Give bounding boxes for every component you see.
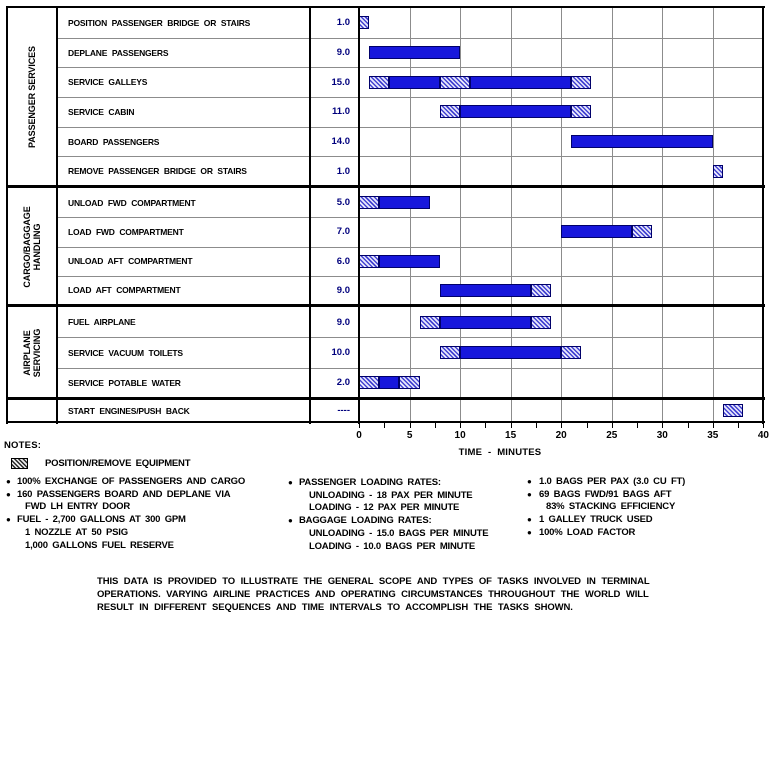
category-label-line: AIRPLANE: [22, 329, 32, 376]
gantt-bar-segment-hatch: [632, 225, 652, 238]
gridline-vertical: [511, 7, 512, 423]
row-separator: [57, 97, 763, 98]
gridline-vertical: [410, 7, 411, 423]
task-duration: 9.0: [336, 284, 350, 296]
bullet-icon: ●: [527, 477, 532, 486]
gantt-bar-segment-solid: [379, 255, 440, 268]
category-cell: [9, 307, 55, 398]
note-line: 83% STACKING EFFICIENCY: [546, 501, 676, 513]
task-label: BOARD PASSENGERS: [68, 136, 160, 147]
table-border-horizontal: [6, 397, 765, 400]
gantt-bar-segment-hatch: [571, 105, 591, 118]
axis-tick-label: 15: [505, 430, 517, 441]
disclaimer-line: RESULT IN DIFFERENT SEQUENCES AND TIME INTERVALS TO ACCOMPLISH THE TASKS SHOWN.: [97, 602, 573, 614]
axis-tick: [359, 423, 360, 428]
axis-tick-label: 20: [555, 430, 567, 441]
axis-tick-label: 40: [757, 430, 769, 441]
row-separator: [57, 156, 763, 157]
axis-tick: [410, 423, 411, 428]
gantt-bar-segment-hatch: [369, 76, 389, 89]
axis-tick: [460, 423, 461, 428]
task-label: SERVICE POTABLE WATER: [68, 377, 181, 388]
axis-tick: [485, 423, 486, 428]
task-duration: 1.0: [336, 17, 350, 29]
bullet-icon: ●: [527, 515, 532, 525]
note-line: 1,000 GALLONS FUEL RESERVE: [25, 539, 174, 551]
gantt-bar-segment-solid: [460, 346, 561, 359]
note-line: LOADING - 12 PAX PER MINUTE: [309, 502, 460, 514]
task-label: REMOVE PASSENGER BRIDGE OR STAIRS: [68, 166, 247, 177]
disclaimer-line: THIS DATA IS PROVIDED TO ILLUSTRATE THE GENERAL SCOPE AND TYPES OF TASKS INVOLVED IN TERMINAL: [97, 576, 650, 587]
category-label-line: SERVICING: [32, 328, 42, 377]
task-label: LOAD FWD COMPARTMENT: [68, 226, 184, 237]
gantt-bar-segment-hatch: [359, 196, 379, 209]
axis-tick: [713, 423, 714, 428]
task-label: LOAD AFT COMPARTMENT: [68, 285, 181, 296]
task-label: SERVICE CABIN: [68, 106, 135, 117]
category-label: [22, 328, 42, 376]
axis-tick: [763, 423, 764, 428]
row-separator: [57, 38, 763, 39]
task-label: START ENGINES/PUSH BACK: [68, 405, 190, 416]
row-separator: [57, 368, 763, 369]
row-separator: [57, 276, 763, 277]
note-line: BAGGAGE LOADING RATES:: [299, 515, 432, 527]
task-duration: 1.0: [336, 165, 350, 177]
gantt-bar-segment-solid: [561, 225, 632, 238]
bullet-icon: ●: [288, 516, 293, 526]
category-label-line: PASSENGER SERVICES: [27, 46, 37, 148]
table-border-vertical: [56, 6, 58, 424]
note-line: UNLOADING - 18 PAX PER MINUTE: [309, 489, 473, 501]
axis-tick-label: 30: [656, 430, 668, 441]
axis-title: TIME - MINUTES: [458, 447, 542, 458]
axis-tick-label: 5: [406, 430, 413, 441]
table-border-horizontal: [6, 185, 765, 188]
note-line: 160 PASSENGERS BOARD AND DEPLANE VIA: [17, 488, 231, 500]
disclaimer-line: OPERATIONS. VARYING AIRLINE PRACTICES AND OPERATING CIRCUMSTANCES THROUGHOUT THE WORLD WILL: [97, 589, 649, 601]
axis-tick: [561, 423, 562, 428]
note-line: UNLOADING - 15.0 BAGS PER MINUTE: [309, 527, 489, 539]
axis-tick: [435, 423, 436, 428]
gantt-bar-segment-hatch: [420, 316, 440, 329]
table-border-horizontal: [6, 421, 765, 423]
row-separator: [57, 247, 763, 248]
row-separator: [57, 337, 763, 338]
task-duration: 6.0: [336, 255, 350, 267]
axis-tick: [384, 423, 385, 428]
axis-tick: [738, 423, 739, 428]
gantt-bar-segment-hatch: [399, 376, 419, 389]
note-line: FWD LH ENTRY DOOR: [25, 501, 130, 513]
gantt-bar-segment-hatch: [531, 284, 551, 297]
gantt-bar-segment-hatch: [571, 76, 591, 89]
gantt-bar-segment-solid: [440, 316, 531, 329]
gantt-bar-segment-hatch: [531, 316, 551, 329]
gridline-vertical: [713, 7, 714, 423]
table-border-horizontal: [6, 304, 765, 307]
gantt-bar-segment-hatch: [440, 76, 470, 89]
gantt-bar-segment-solid: [379, 376, 399, 389]
gantt-bar-segment-hatch: [359, 376, 379, 389]
axis-tick-label: 0: [356, 430, 362, 441]
gantt-bar-segment-solid: [470, 76, 571, 89]
hatch-legend-label: POSITION/REMOVE EQUIPMENT: [45, 458, 191, 469]
row-separator: [57, 67, 763, 68]
task-duration: 10.0: [331, 347, 350, 358]
gantt-bar-segment-hatch: [723, 404, 743, 417]
bullet-icon: ●: [6, 477, 11, 486]
axis-tick-label: 10: [454, 430, 466, 441]
task-label: POSITION PASSENGER BRIDGE OR STAIRS: [68, 17, 251, 28]
gridline-vertical: [460, 7, 461, 423]
task-duration: 9.0: [336, 47, 350, 58]
gridline-vertical: [561, 7, 562, 423]
gantt-bar-segment-solid: [369, 46, 460, 59]
gantt-bar-segment-hatch: [440, 346, 460, 359]
row-separator: [57, 127, 763, 128]
bullet-icon: ●: [6, 515, 11, 525]
task-duration: 7.0: [336, 226, 350, 238]
task-label: FUEL AIRPLANE: [68, 317, 136, 328]
gantt-bar-segment-hatch: [713, 165, 723, 178]
task-duration: 2.0: [336, 377, 350, 389]
axis-tick: [536, 423, 537, 428]
gantt-bar-segment-solid: [571, 135, 713, 148]
gantt-bar-segment-hatch: [440, 105, 460, 118]
note-line: LOADING - 10.0 BAGS PER MINUTE: [309, 540, 476, 552]
note-line: FUEL - 2,700 GALLONS AT 300 GPM: [17, 514, 186, 526]
task-duration: 14.0: [331, 136, 350, 147]
bullet-icon: ●: [527, 489, 532, 499]
note-line: 1.0 BAGS PER PAX (3.0 CU FT): [539, 476, 686, 487]
table-border-vertical: [358, 6, 360, 424]
axis-tick: [688, 423, 689, 428]
gantt-bar-segment-solid: [460, 105, 571, 118]
category-cell: [9, 8, 55, 186]
bullet-icon: ●: [527, 527, 532, 537]
gantt-bar-segment-hatch: [561, 346, 581, 359]
category-label-line: CARGO/BAGGAGE: [22, 205, 32, 288]
axis-tick: [612, 423, 613, 428]
task-duration: 9.0: [336, 316, 350, 328]
note-line: 69 BAGS FWD/91 BAGS AFT: [539, 488, 672, 500]
table-border-vertical: [6, 6, 8, 424]
task-label: SERVICE GALLEYS: [68, 77, 148, 88]
gantt-bar-segment-hatch: [359, 16, 369, 29]
gridline-vertical: [612, 7, 613, 423]
task-duration: 11.0: [332, 106, 350, 118]
note-line: PASSENGER LOADING RATES:: [299, 477, 441, 488]
bullet-icon: ●: [6, 489, 11, 499]
table-border-horizontal: [6, 6, 765, 8]
axis-tick: [662, 423, 663, 428]
bullet-icon: ●: [288, 478, 293, 487]
table-border-vertical: [762, 6, 764, 424]
gantt-bar-segment-solid: [440, 284, 531, 297]
gantt-bar-segment-solid: [379, 196, 430, 209]
axis-tick-label: 25: [606, 430, 618, 441]
category-label-line: HANDLING: [32, 223, 42, 270]
task-label: UNLOAD AFT COMPARTMENT: [68, 256, 193, 267]
row-separator: [57, 217, 763, 218]
gantt-bar-segment-hatch: [359, 255, 379, 268]
axis-tick: [637, 423, 638, 428]
category-label: [22, 206, 42, 287]
task-duration: 5.0: [336, 197, 350, 209]
gantt-bar-segment-solid: [389, 76, 440, 89]
note-line: 100% LOAD FACTOR: [539, 526, 636, 538]
task-duration: 15.0: [331, 76, 350, 88]
category-label: [27, 46, 37, 148]
note-line: 1 NOZZLE AT 50 PSIG: [25, 526, 128, 538]
task-label: UNLOAD FWD COMPARTMENT: [68, 197, 196, 208]
task-label: SERVICE VACUUM TOILETS: [68, 347, 183, 358]
note-line: 1 GALLEY TRUCK USED: [539, 514, 653, 526]
hatch-legend-swatch: [11, 458, 28, 469]
axis-tick: [587, 423, 588, 428]
table-border-vertical: [309, 6, 311, 424]
task-duration: ----: [337, 405, 350, 416]
axis-tick-label: 35: [707, 430, 719, 441]
notes-heading: NOTES:: [4, 440, 42, 451]
note-line: 100% EXCHANGE OF PASSENGERS AND CARGO: [17, 476, 246, 487]
task-label: DEPLANE PASSENGERS: [68, 47, 169, 58]
category-cell: [9, 188, 55, 305]
gridline-vertical: [662, 7, 663, 423]
axis-tick: [511, 423, 512, 428]
